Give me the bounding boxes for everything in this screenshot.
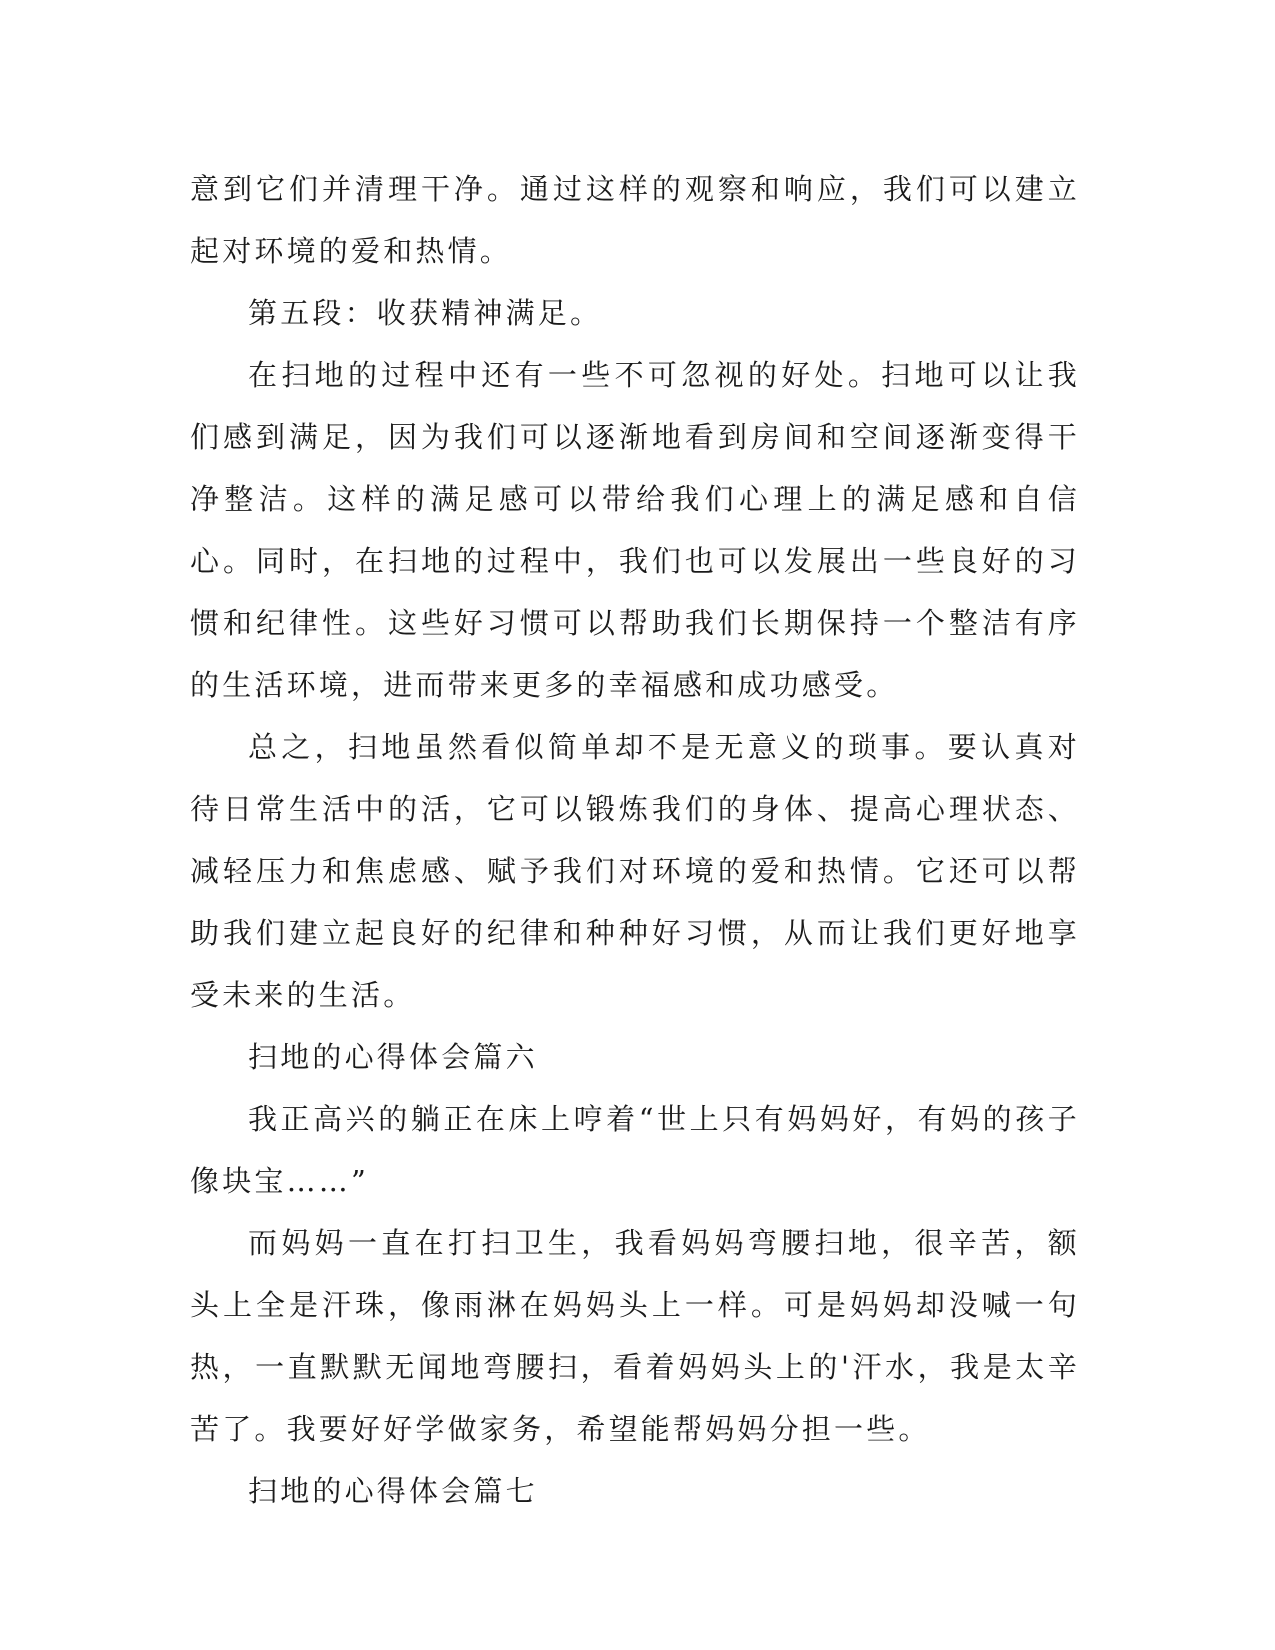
paragraph-continuation: 意到它们并清理干净。通过这样的观察和响应，我们可以建立起对环境的爱和热情。 [190,172,1080,268]
document-body [190,158,1080,1522]
paragraph-conclusion: 总之，扫地虽然看似简单却不是无意义的琐事。要认真对待日常生活中的活，它可以锻炼我们的身体、提高心理状态、减轻压力和焦虑感、赋予我们对环境的爱和热情。它还可以帮助我们建立起良好的纪律和种种好习惯，从而让我们更好地享受未来的生活。 [190,730,1080,1012]
paragraph-mother: 而妈妈一直在打扫卫生，我看妈妈弯腰扫地，很辛苦，额头上全是汗珠，像雨淋在妈妈头上一样。可是妈妈却没喊一句热，一直默默无闻地弯腰扫，看着妈妈头上的'汗水，我是太辛苦了。我要好好学做家务，希望能帮妈妈分担一些。 [190,1226,1080,1446]
section-heading-five: 第五段：收获精神满足。 [248,296,603,330]
paragraph-benefits: 在扫地的过程中还有一些不可忽视的好处。扫地可以让我们感到满足，因为我们可以逐渐地看到房间和空间逐渐变得干净整洁。这样的满足感可以带给我们心理上的满足感和自信心。同时，在扫地的过程中，我们也可以发展出一些良好的习惯和纪律性。这些好习惯可以帮助我们长期保持一个整洁有序的生活环境，进而带来更多的幸福感和成功感受。 [190,358,1080,702]
article-heading-six: 扫地的心得体会篇六 [248,1040,538,1074]
paragraph-song: 我正高兴的躺正在床上哼着“世上只有妈妈好，有妈的孩子像块宝……” [190,1102,1080,1198]
article-heading-seven: 扫地的心得体会篇七 [248,1474,538,1508]
